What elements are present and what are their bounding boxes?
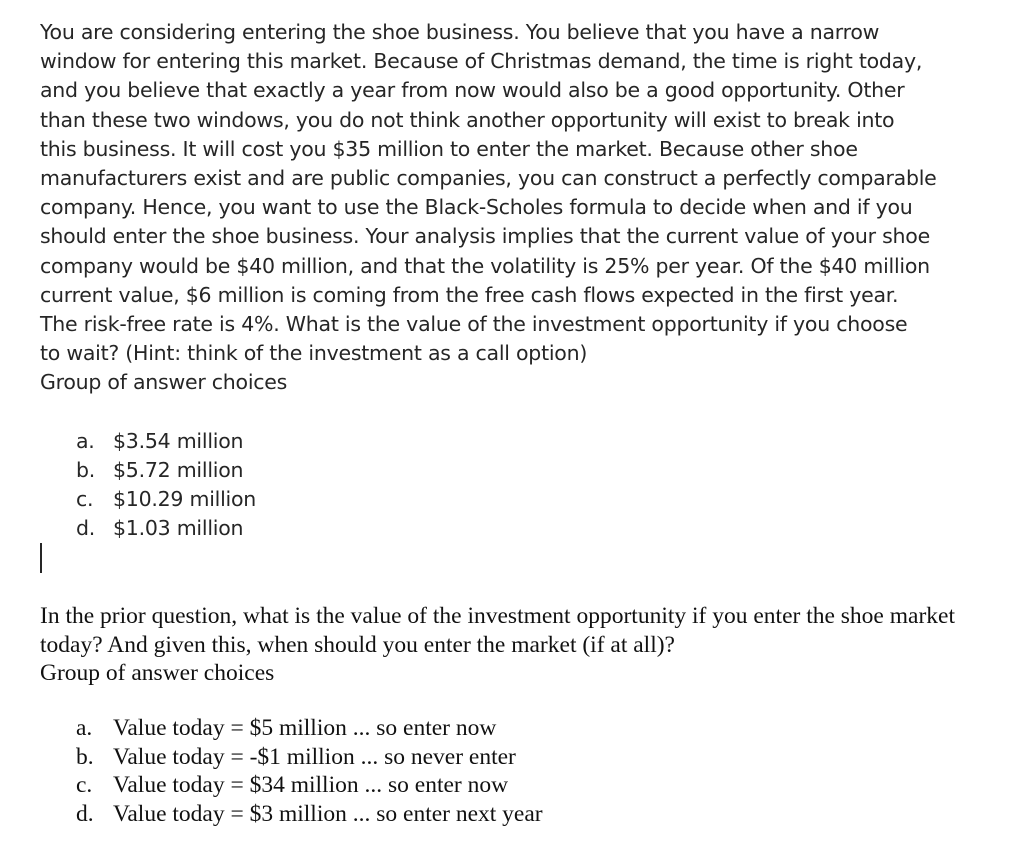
question-2-text bbox=[40, 602, 1010, 688]
choice-text: $3.54 million bbox=[113, 429, 244, 453]
choice-text: Value today = -$1 million ... so never enter bbox=[113, 743, 516, 770]
question-1-choices bbox=[76, 427, 256, 543]
answer-choice-b[interactable] bbox=[76, 743, 543, 772]
question-1-text bbox=[40, 18, 1000, 398]
question-1-line: should enter the shoe business. Your analysis implies that the current value of your shoe bbox=[40, 224, 930, 249]
choice-text: $10.29 million bbox=[113, 487, 257, 511]
answer-choice-c[interactable] bbox=[76, 485, 256, 514]
choice-letter: b. bbox=[76, 458, 96, 482]
answer-choice-a[interactable] bbox=[76, 427, 256, 456]
question-1-line: You are considering entering the shoe business. You believe that you have a narrow bbox=[40, 20, 880, 44]
question-1-line: company would be $40 million, and that the volatility is 25% per year. Of the $40 million bbox=[40, 253, 930, 278]
choice-text: $1.03 million bbox=[113, 516, 244, 540]
choice-letter: c. bbox=[76, 487, 94, 511]
choice-text: Value today = $3 million ... so enter next year bbox=[113, 800, 543, 827]
choice-letter: a. bbox=[76, 429, 95, 453]
question-2-choices bbox=[76, 714, 543, 828]
answer-choice-a[interactable] bbox=[76, 714, 543, 743]
choice-letter: c. bbox=[76, 772, 93, 799]
answer-choice-c[interactable] bbox=[76, 771, 543, 800]
choice-letter: d. bbox=[76, 516, 96, 540]
choice-letter: a. bbox=[76, 715, 93, 741]
text-cursor bbox=[40, 543, 42, 573]
question-1-line: The risk-free rate is 4%. What is the value of the investment opportunity if you choose bbox=[40, 312, 908, 337]
choice-letter: b. bbox=[76, 743, 94, 770]
answer-choices-heading: Group of answer choices bbox=[40, 660, 275, 686]
question-1-line: window for entering this market. Because of Christmas demand, the time is right today, bbox=[40, 49, 923, 74]
question-1-line: company. Hence, you want to use the Black-Scholes formula to decide when and if you bbox=[40, 195, 913, 220]
question-1-line: current value, $6 million is coming from the free cash flows expected in the first year. bbox=[40, 282, 899, 307]
choice-letter: d. bbox=[76, 800, 94, 827]
answer-choice-b[interactable] bbox=[76, 456, 256, 485]
answer-choices-heading: Group of answer choices bbox=[40, 370, 288, 395]
question-2-line: today? And given this, when should you enter the market (if at all)? bbox=[40, 631, 675, 658]
question-1-line: and you believe that exactly a year from now would also be a good opportunity. Other bbox=[40, 78, 905, 103]
choice-text: Value today = $5 million ... so enter now bbox=[113, 715, 497, 741]
answer-choice-d[interactable] bbox=[76, 514, 256, 543]
answer-choice-d[interactable] bbox=[76, 800, 543, 829]
question-1-line: than these two windows, you do not think another opportunity will exist to break into bbox=[40, 107, 895, 132]
question-1-line: this business. It will cost you $35 million to enter the market. Because other shoe bbox=[40, 136, 858, 161]
question-1-line: to wait? (Hint: think of the investment as a call option) bbox=[40, 341, 588, 366]
question-2-line: In the prior question, what is the value of the investment opportunity if you enter the shoe market bbox=[40, 603, 955, 629]
choice-text: $5.72 million bbox=[113, 458, 244, 482]
choice-text: Value today = $34 million ... so enter now bbox=[113, 772, 509, 799]
question-1-line: manufacturers exist and are public companies, you can construct a perfectly comparable bbox=[40, 166, 937, 191]
